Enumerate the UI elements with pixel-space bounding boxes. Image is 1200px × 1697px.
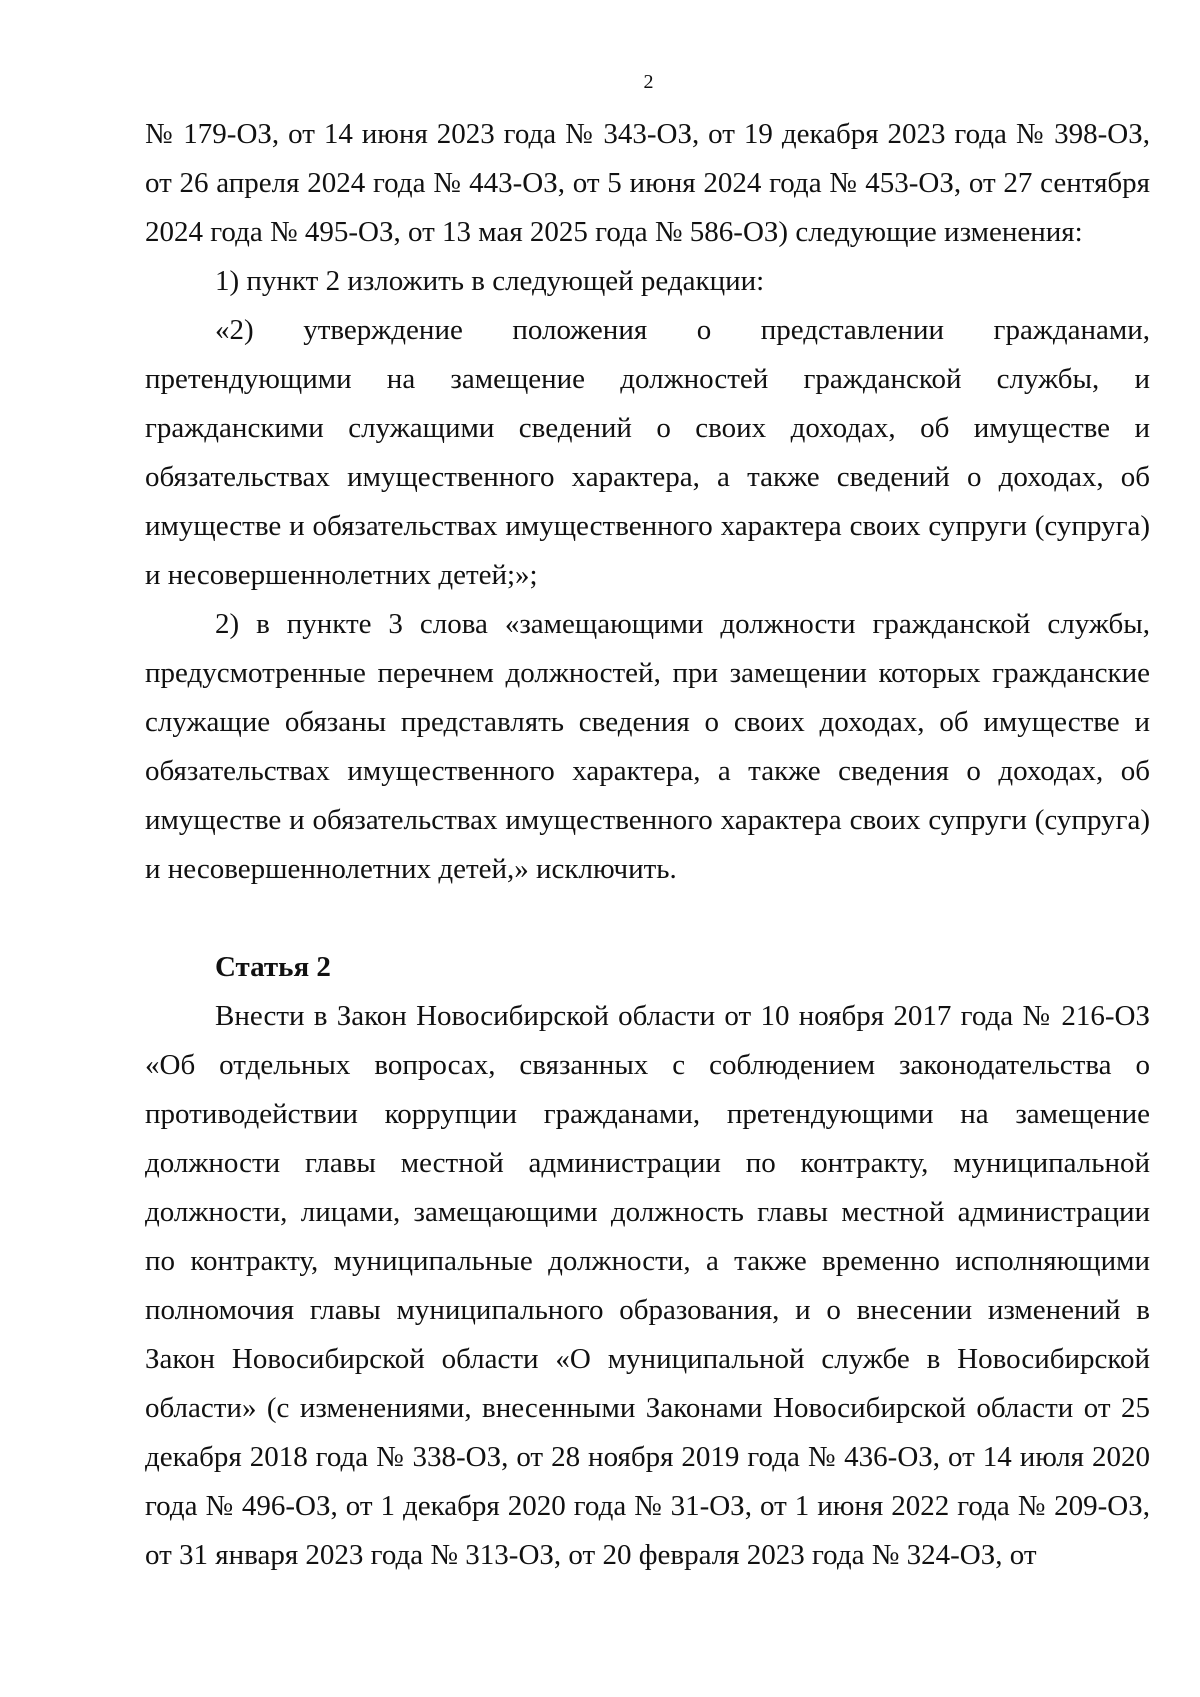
- article-heading: Статья 2: [215, 951, 331, 983]
- item-2-paragraph: 2) в пункте 3 слова «замещающими должности гражданской службы, предусмотренные перечнем должностей, при замещении которых гражданские служащие обязаны представлять сведения о своих доходах, об имуществе и обязательствах имущественного характера, а также сведения о доходах, об имуществе и обязательствах имущественного характера своих супруги (супруга) и несовершеннолетних детей,» исключить.: [145, 608, 1150, 885]
- item-1-paragraph: 1) пункт 2 изложить в следующей редакции:: [215, 265, 765, 297]
- document-body: [145, 110, 1150, 1580]
- quoted-amendment-paragraph: «2) утверждение положения о представлении гражданами, претендующими на замещение должностей гражданской службы, и гражданскими служащими сведений о своих доходах, об имуществе и обязательствах имущественного характера, а также сведений о доходах, об имуществе и обязательствах имущественного характера своих супруги (супруга) и несовершеннолетних детей;»;: [145, 314, 1150, 591]
- continuation-paragraph: № 179-ОЗ, от 14 июня 2023 года № 343-ОЗ, от 19 декабря 2023 года № 398-ОЗ, от 26 апреля 2024 года № 443-ОЗ, от 5 июня 2024 года № 453-ОЗ, от 27 сентября 2024 года № 495-ОЗ, от 13 мая 2025 года № 586-ОЗ) следующие изменения:: [145, 118, 1150, 248]
- page-number: 2: [643, 71, 654, 93]
- article-2-paragraph: Внести в Закон Новосибирской области от 10 ноября 2017 года № 216-ОЗ «Об отдельных вопросах, связанных с соблюдением законодательства о противодействии коррупции гражданами, претендующими на замещение должности главы местной администрации по контракту, муниципальной должности, лицами, замещающими должность главы местной администрации по контракту, муниципальные должности, а также временно исполняющими полномочия главы муниципального образования, и о внесении изменений в Закон Новосибирской области «О муниципальной службе в Новосибирской области» (с изменениями, внесенными Законами Новосибирской области от 25 декабря 2018 года № 338-ОЗ, от 28 ноября 2019 года № 436-ОЗ, от 14 июля 2020 года № 496-ОЗ, от 1 декабря 2020 года № 31-ОЗ, от 1 июня 2022 года № 209-ОЗ, от 31 января 2023 года № 313-ОЗ, от 20 февраля 2023 года № 324-ОЗ, от: [145, 1000, 1150, 1571]
